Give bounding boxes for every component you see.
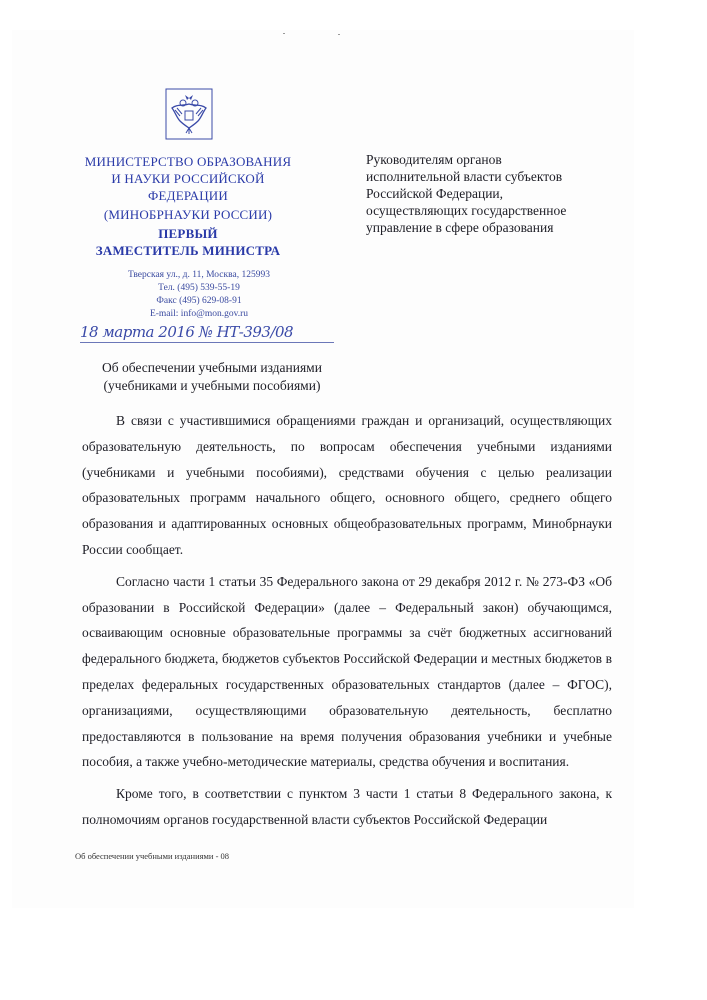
addressee-block <box>366 151 616 236</box>
letter-subject <box>82 359 342 395</box>
registration-number: 18 марта 2016 № НТ-393/08 <box>80 323 334 343</box>
russian-coat-of-arms-icon <box>163 88 215 140</box>
ministry-name-line: И НАУКИ РОССИЙСКОЙ <box>111 171 265 186</box>
ministry-name-line: МИНИСТЕРСТВО ОБРАЗОВАНИЯ <box>84 154 292 169</box>
email: E-mail: info@mon.gov.ru <box>149 309 249 319</box>
ministry-abbreviation: (МИНОБРНАУКИ РОССИИ) <box>103 207 273 222</box>
fax: Факс (495) 629-08-91 <box>156 296 242 306</box>
body-paragraph: Кроме того, в соответствии с пунктом 3 части 1 статьи 8 Федерального закона, к полномочиям органов государственной власти субъектов Российской Федерации <box>82 786 612 827</box>
letter-body <box>82 408 612 839</box>
subject-line: Об обеспечении учебными изданиями <box>102 360 322 375</box>
addressee-line: Руководителям органов <box>366 152 502 167</box>
sender-title-line: ЗАМЕСТИТЕЛЬ МИНИСТРА <box>95 243 281 258</box>
ministry-letterhead <box>56 153 320 259</box>
body-paragraph: Согласно части 1 статьи 35 Федерального закона от 29 декабря 2012 г. № 273-ФЗ «Об образовании в Российской Федерации» (далее – Федеральный закон) обучающимся, осваивающим основные образовательные программы за счёт бюджетных ассигнований федерального бюджета, бюджетов субъектов Российской Федерации и местных бюджетов в пределах федеральных государственных образовательных стандартов (далее – ФГОС), организациями, осуществляющими образовательную деятельность, бесплатно предоставляются в пользование на время получения образования учебники и учебные пособия, а также учебно-методические материалы, средства обучения и воспитания. <box>82 573 612 770</box>
sender-title-line: ПЕРВЫЙ <box>158 226 218 241</box>
scan-speck <box>283 33 285 34</box>
ministry-contacts <box>84 269 314 321</box>
addressee-line: исполнительной власти субъектов <box>366 169 563 184</box>
subject-line: (учебниками и учебными пособиями) <box>103 378 321 393</box>
address: Тверская ул., д. 11, Москва, 125993 <box>128 270 270 280</box>
addressee-line: управление в сфере образования <box>366 220 554 235</box>
page-footer: Об обеспечении учебными изданиями - 08 <box>75 851 230 861</box>
phone: Тел. (495) 539-55-19 <box>158 283 240 293</box>
addressee-line: осуществляющих государственное <box>366 203 567 218</box>
scan-speck <box>338 34 340 35</box>
addressee-line: Российской Федерации, <box>366 186 504 201</box>
body-paragraph: В связи с участившимися обращениями граждан и организаций, осуществляющих образовательную деятельность, по вопросам обеспечения учебными изданиями (учебниками и учебными пособиями), средствами обучения с целью реализации образовательных программ начального общего, основного общего, среднего общего образования и адаптированных основных общеобразовательных программ, Минобрнауки России сообщает. <box>82 413 612 557</box>
ministry-name-line: ФЕДЕРАЦИИ <box>148 188 228 203</box>
